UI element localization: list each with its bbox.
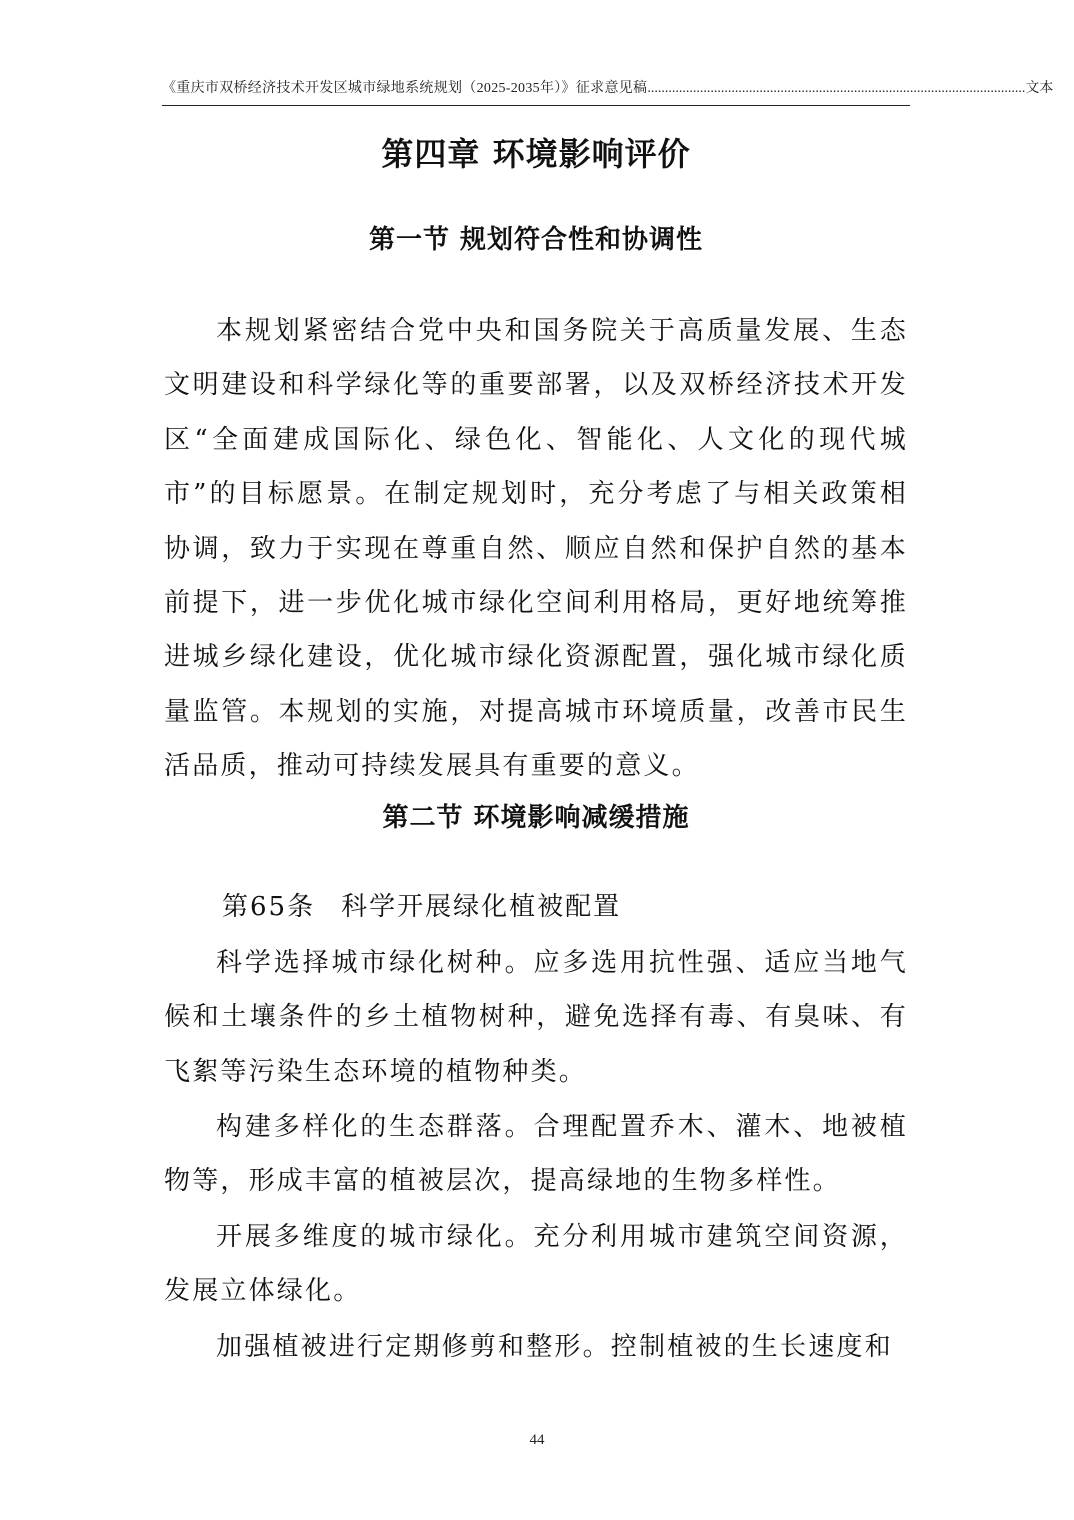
header-leader-dots: ............................................................................................................ (647, 81, 1026, 96)
body-paragraph: 加强植被进行定期修剪和整形。控制植被的生长速度和 (216, 1332, 893, 1362)
body-paragraph: 科学选择城市绿化树种。应多选用抗性强、适应当地气候和土壤条件的乡土植物树种，避免选择有毒、有臭味、有飞絮等污染生态环境的植物种类。 (164, 948, 908, 1087)
article-title: 科学开展绿化植被配置 (341, 892, 622, 922)
article-heading (222, 880, 621, 934)
body-paragraph: 开展多维度的城市绿化。充分利用城市建筑空间资源，发展立体绿化。 (164, 1222, 908, 1307)
header-document-title: 《重庆市双桥经济技术开发区城市绿地系统规划（2025-2035年）》征求意见稿 (162, 81, 648, 96)
header-section-label: 文本 (1025, 81, 1054, 96)
chapter-title: 第四章 环境影响评价 (381, 135, 691, 173)
article-number: 第65条 (222, 892, 316, 922)
body-paragraph: 本规划紧密结合党中央和国务院关于高质量发展、生态文明建设和科学绿化等的重要部署，以及双桥经济技术开发区“全面建成国际化、绿色化、智能化、人文化的现代城市”的目标愿景。在制定规划时，充分考虑了与相关政策相协调，致力于实现在尊重自然、顺应自然和保护自然的基本前提下，进一步优化城市绿化空间利用格局，更好地统筹推进城乡绿化建设，优化城市绿化资源配置，强化城市绿化质量监管。本规划的实施，对提高城市环境质量，改善市民生活品质，推动可持续发展具有重要的意义。 (164, 316, 908, 782)
header-divider (162, 105, 910, 106)
page-number: 44 (529, 1432, 545, 1448)
body-paragraph: 构建多样化的生态群落。合理配置乔木、灌木、地被植物等，形成丰富的植被层次，提高绿地的生物多样性。 (164, 1112, 908, 1197)
running-header (162, 78, 1054, 100)
section-title: 第一节 规划符合性和协调性 (368, 225, 704, 255)
section-title: 第二节 环境影响减缓措施 (382, 803, 690, 833)
